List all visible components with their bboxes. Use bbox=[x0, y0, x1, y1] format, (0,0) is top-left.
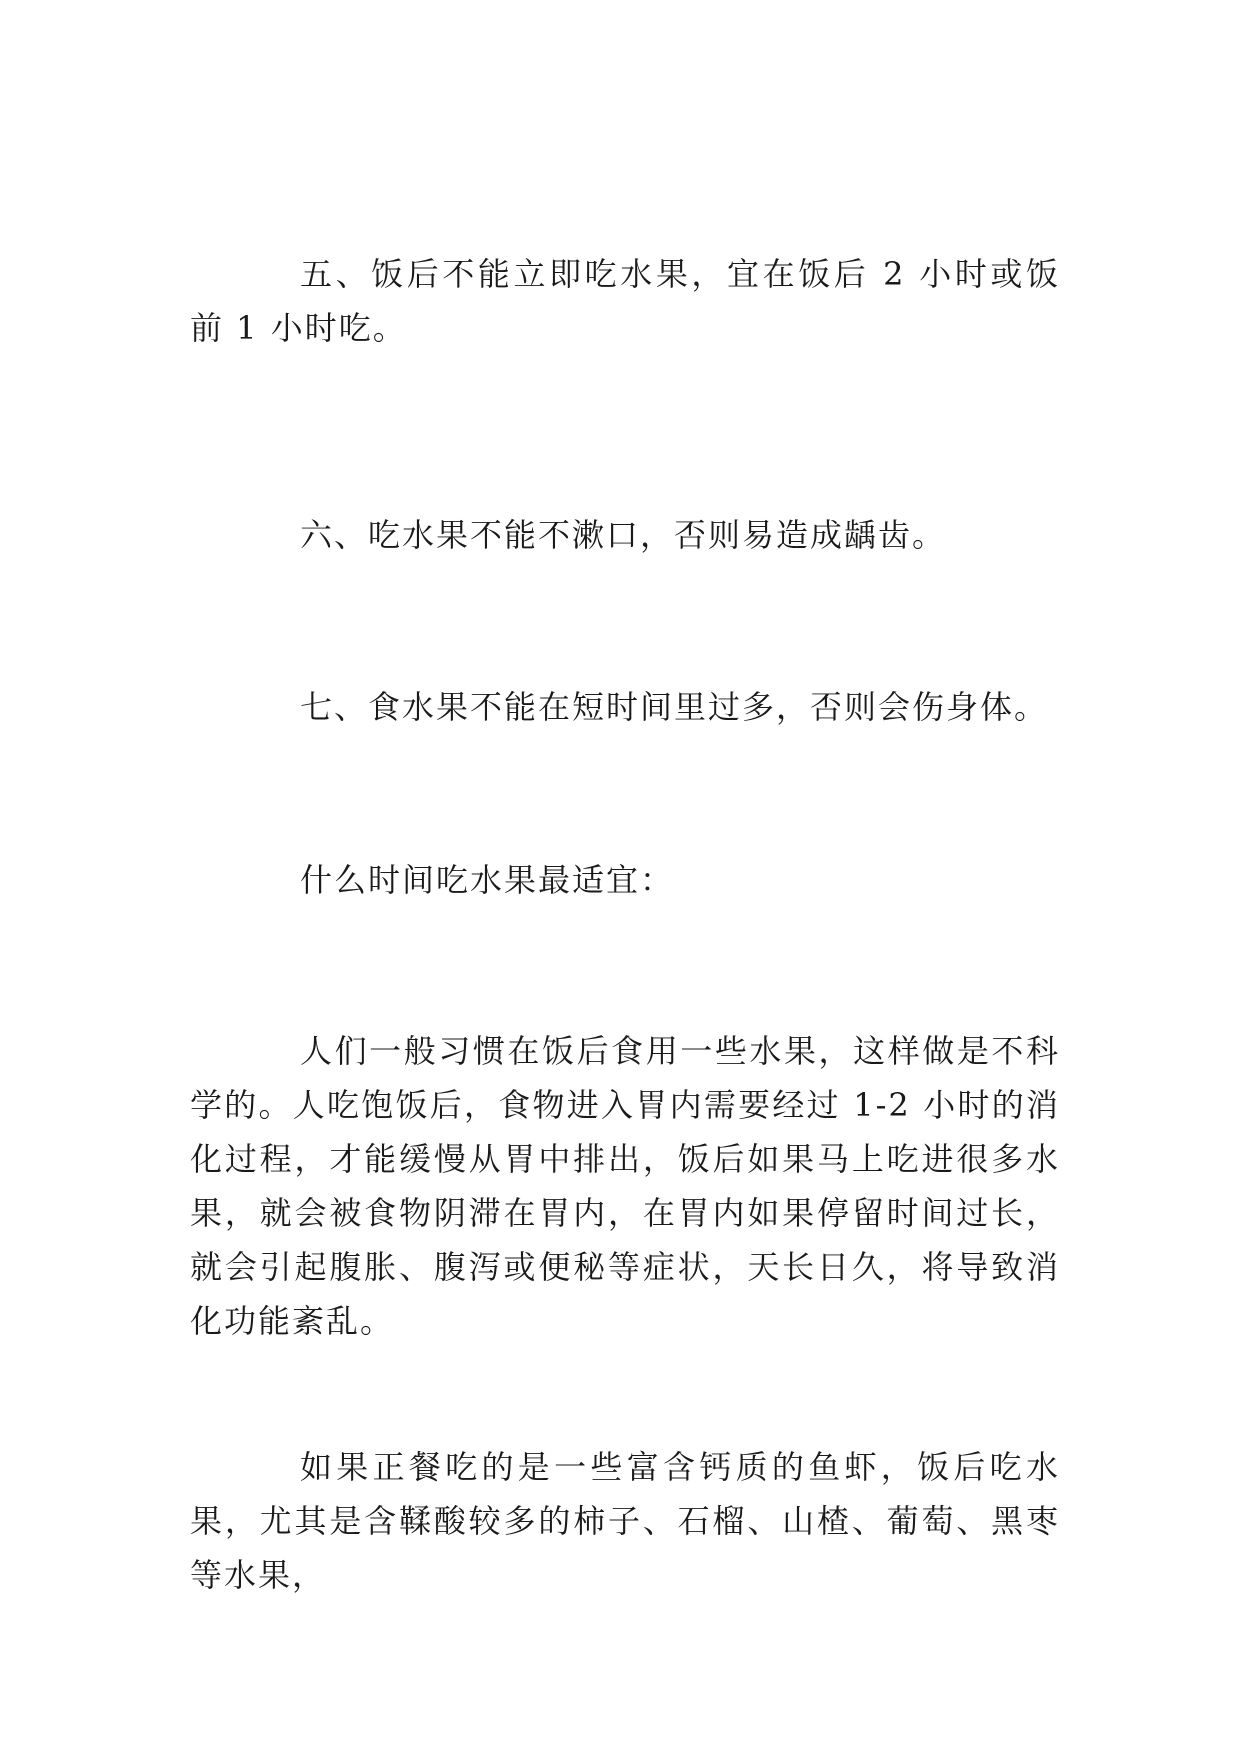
paragraph-rule-five: 五、饭后不能立即吃水果，宜在饭后 2 小时或饭前 1 小时吃。 bbox=[190, 255, 1060, 347]
paragraph-rule-six: 六、吃水果不能不漱口，否则易造成龋齿。 bbox=[300, 516, 947, 554]
paragraph-calcium-fruit-warning: 如果正餐吃的是一些富含钙质的鱼虾，饭后吃水果，尤其是含鞣酸较多的柿子、石榴、山楂、葡萄、黑枣等水果， bbox=[190, 1448, 1060, 1594]
paragraph-after-meal-explanation: 人们一般习惯在饭后食用一些水果，这样做是不科学的。人吃饱饭后，食物进入胃内需要经过 1-2 小时的消化过程，才能缓慢从胃中排出，饭后如果马上吃进很多水果，就会被食物阴滞在胃内，在胃内如果停留时间过长，就会引起腹胀、腹泻或便秘等症状，天长日久，将导致消化功能紊乱。 bbox=[190, 1032, 1060, 1340]
section-heading-best-time: 什么时间吃水果最适宜： bbox=[300, 861, 675, 899]
paragraph-rule-seven: 七、食水果不能在短时间里过多，否则会伤身体。 bbox=[300, 688, 1049, 726]
